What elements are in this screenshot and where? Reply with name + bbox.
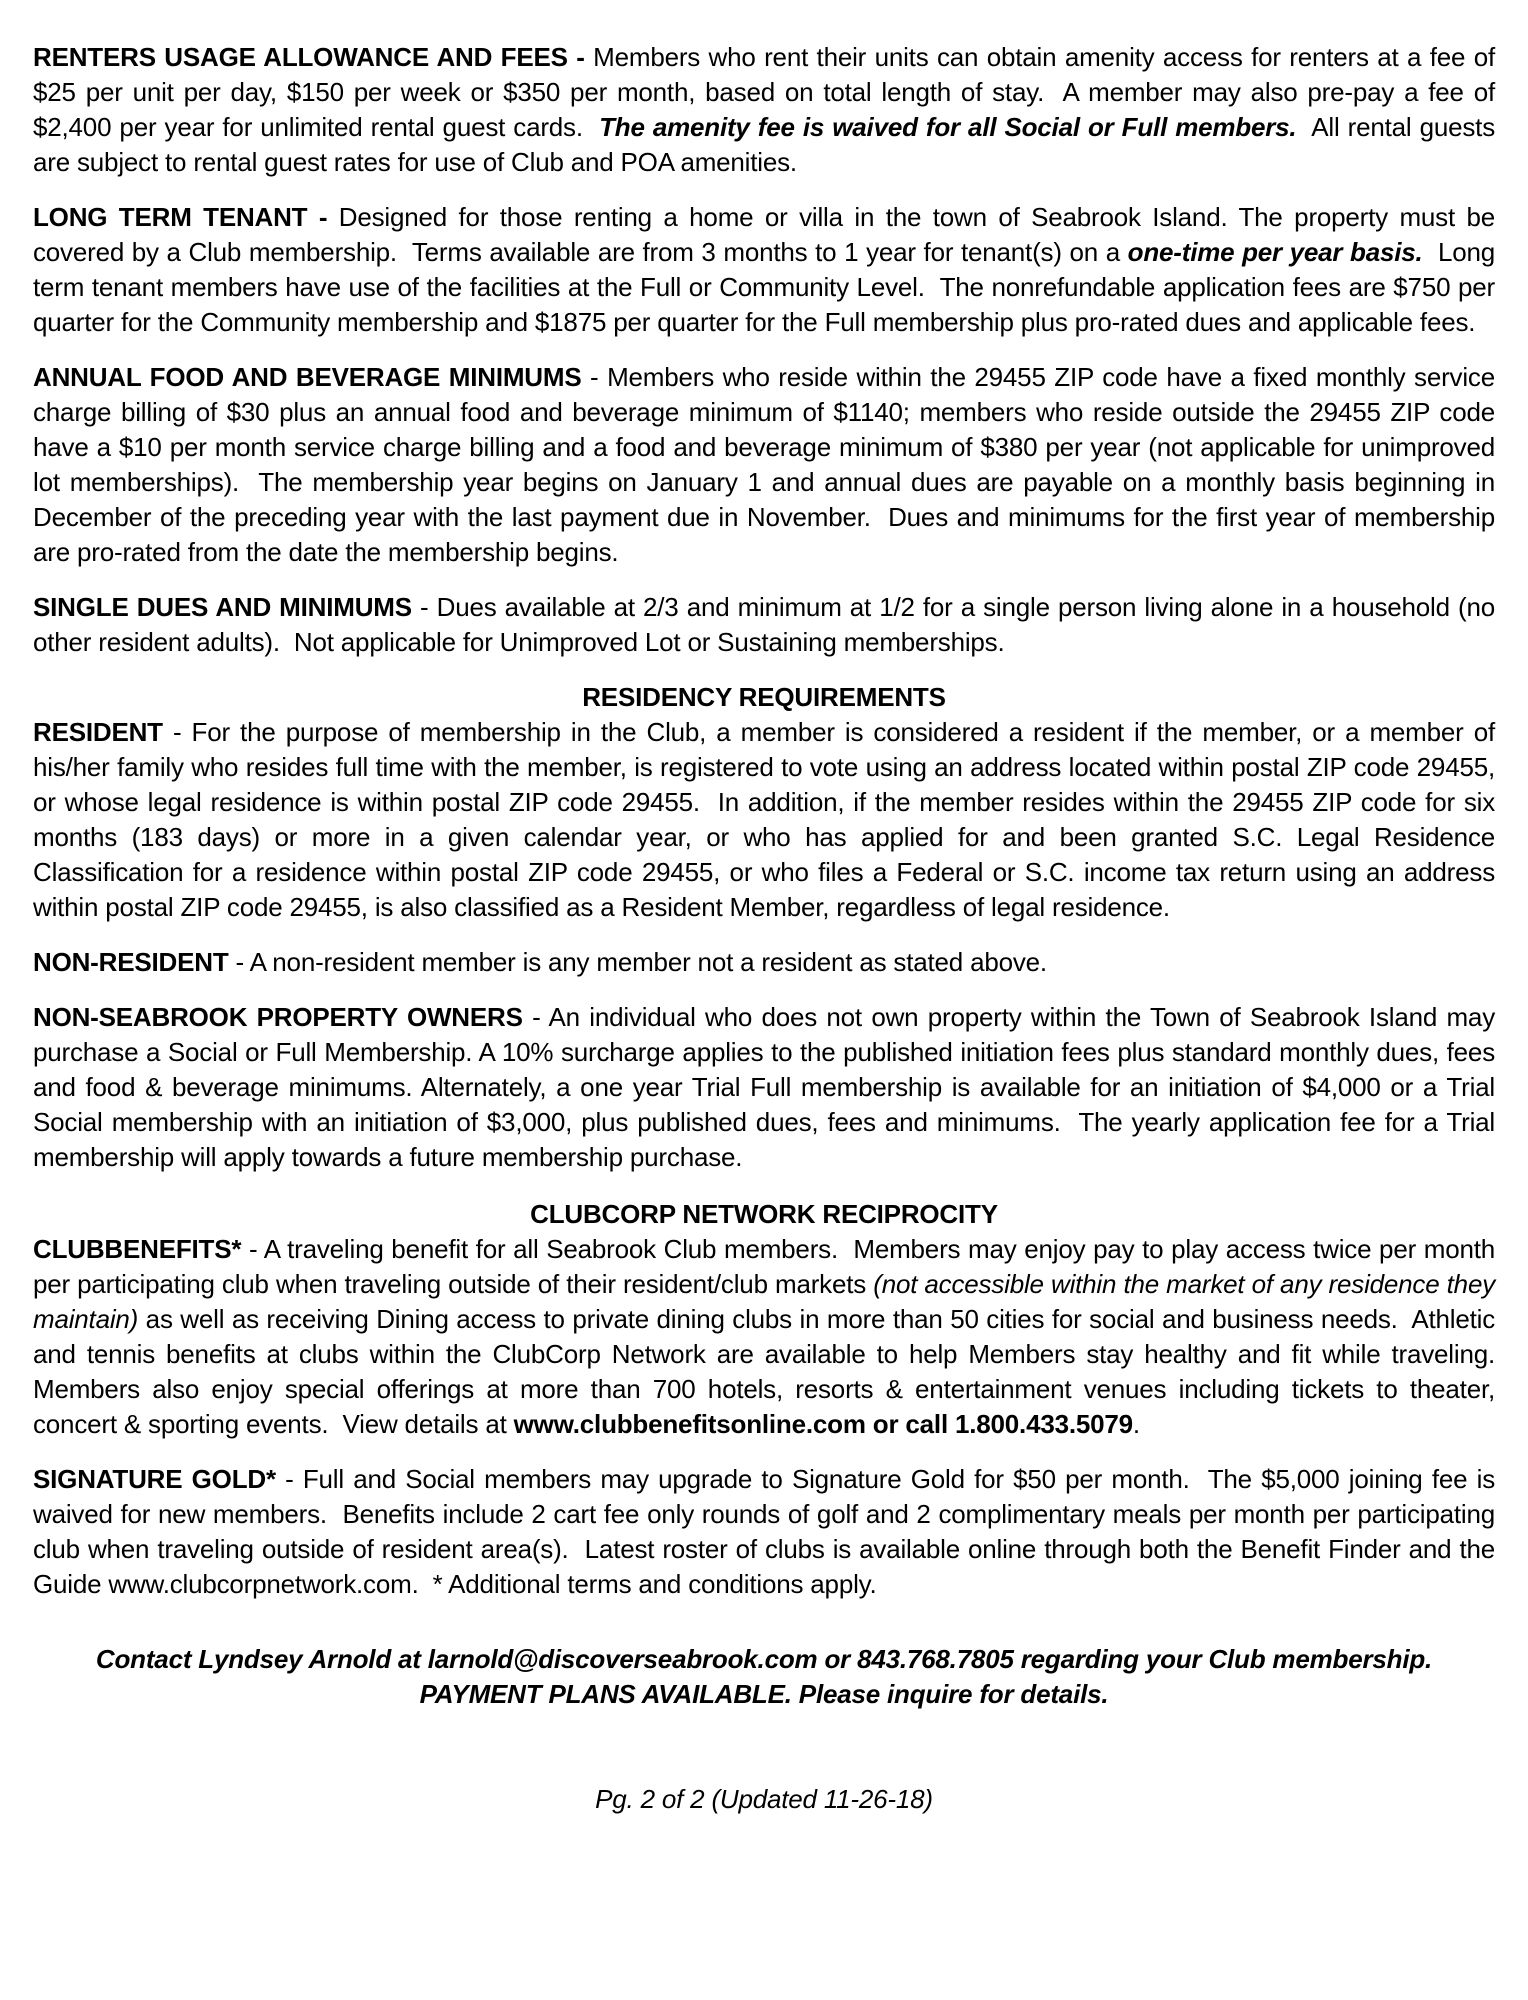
text-run: - Dues available at 2/3 and minimum at 1/2 for a single person living alone in a household (no other resident adults). Not applicable for Unimproved Lot or Sustaining memberships. [33,592,1503,657]
text-run: . [1132,1409,1140,1439]
paragraph-non-seabrook-property-owners [33,1000,1503,1175]
text-run: Members who rent their units can obtain amenity access for renters at a fee of $25 per unit per day, $150 per week or $350 per month, based on total length of stay. A member may also pre-pay a fee of $2,400 per year for unlimited rental guest cards. [33,42,1503,142]
text-run: - A traveling benefit for all Seabrook Club members. Members may enjoy pay to play access twice per month per participating club when traveling outside of their resident/club markets [33,1234,1503,1299]
page-number-footer: Pg. 2 of 2 (Updated 11-26-18) [595,1784,933,1814]
text-run: RENTERS USAGE ALLOWANCE AND FEES - [33,42,594,72]
paragraph-resident [33,715,1503,925]
paragraph-signature-gold [33,1462,1503,1602]
text-run: ANNUAL FOOD AND BEVERAGE MINIMUMS [33,362,582,392]
text-run: one-time per year basis. [1127,237,1423,267]
text-run: NON-SEABROOK PROPERTY OWNERS [33,1002,523,1032]
text-run: - Members who reside within the 29455 ZIP code have a fixed monthly service charge billing of $30 plus an annual food and beverage minimum of $1140; members who reside outside the 29455 ZIP code have a $10 per month service charge billing and a food and beverage minimum of $380 per year (not applicable for unimproved lot memberships). The membership year begins on January 1 and annual dues are payable on a monthly basis beginning in December of the preceding year with the last payment due in November. Dues and minimums for the first year of membership are pro-rated from the date the membership begins. [33,362,1503,567]
text-run: Long term tenant members have use of the facilities at the Full or Community Level. The nonrefundable application fees are $750 per quarter for the Community membership and $1875 per quarter for the Full membership plus pro-rated dues and applicable fees. [33,237,1503,337]
paragraph-annual-food-and-beverage-minimums [33,360,1503,570]
text-run: SIGNATURE GOLD* [33,1464,276,1494]
text-run: All rental guests are subject to rental guest rates for use of Club and POA amenities. [33,112,1503,177]
section-heading-residency-requirements: RESIDENCY REQUIREMENTS [582,682,946,712]
text-run: - A non-resident member is any member not a resident as stated above. [228,947,1047,977]
section-heading-clubcorp-network-reciprocity: CLUBCORP NETWORK RECIPROCITY [530,1199,998,1229]
contact-line-payment-plans: PAYMENT PLANS AVAILABLE. Please inquire for details. [419,1679,1109,1709]
text-run: (not accessible within the market of any residence they maintain) [33,1269,1503,1334]
text-run: LONG TERM TENANT - [33,202,339,232]
paragraph-renters-usage-allowance-and-fees [33,40,1503,180]
paragraph-single-dues-and-minimums [33,590,1503,660]
contact-note [33,1642,1495,1712]
text-run: NON-RESIDENT [33,947,229,977]
text-run: www.clubbenefitsonline.com or call 1.800.433.5079 [513,1409,1133,1439]
paragraph-clubbenefits [33,1232,1510,1442]
contact-line-membership: Contact Lyndsey Arnold at larnold@discoverseabrook.com or 843.768.7805 regarding your Club membership. [95,1644,1433,1674]
text-run: SINGLE DUES AND MINIMUMS [33,592,412,622]
text-run: Designed for those renting a home or villa in the town of Seabrook Island. The property must be covered by a Club membership. Terms available are from 3 months to 1 year for tenant(s) on a [33,202,1503,267]
text-run: as well as receiving Dining access to private dining clubs in more than 50 cities for social and business needs. Athletic and tennis benefits at clubs within the ClubCorp Network are available to help Members stay healthy and fit while traveling. Members also enjoy special offerings at more than 700 hotels, resorts & entertainment venues including tickets to theater, concert & sporting events. View details at [33,1304,1510,1439]
text-run: - An individual who does not own property within the Town of Seabrook Island may purchase a Social or Full Membership. A 10% surcharge applies to the published initiation fees plus standard monthly dues, fees and food & beverage minimums. Alternately, a one year Trial Full membership is available for an initiation of $4,000 or a Trial Social membership with an initiation of $3,000, plus published dues, fees and minimums. The yearly application fee for a Trial membership will apply towards a future membership purchase. [33,1002,1503,1172]
text-run: - For the purpose of membership in the Club, a member is considered a resident if the member, or a member of his/her family who resides full time with the member, is registered to vote using an address located within postal ZIP code 29455, or whose legal residence is within postal ZIP code 29455. In addition, if the member resides within the 29455 ZIP code for six months (183 days) or more in a given calendar year, or who has applied for and been granted S.C. Legal Residence Classification for a residence within postal ZIP code 29455, or who files a Federal or S.C. income tax return using an address within postal ZIP code 29455, is also classified as a Resident Member, regardless of legal residence. [33,717,1503,922]
paragraph-non-resident [33,945,1495,980]
text-run: RESIDENT [33,717,163,747]
text-run: - Full and Social members may upgrade to Signature Gold for $50 per month. The $5,000 joining fee is waived for new members. Benefits include 2 cart fee only rounds of golf and 2 complimentary meals per month per participating club when traveling outside of resident area(s). Latest roster of clubs is available online through both the Benefit Finder and the Guide www.clubcorpnetwork.com. * Additional terms and conditions apply. [33,1464,1503,1599]
text-run: The amenity fee is waived for all Social or Full members. [599,112,1297,142]
text-run: CLUBBENEFITS* [33,1234,242,1264]
paragraph-long-term-tenant [33,200,1503,340]
